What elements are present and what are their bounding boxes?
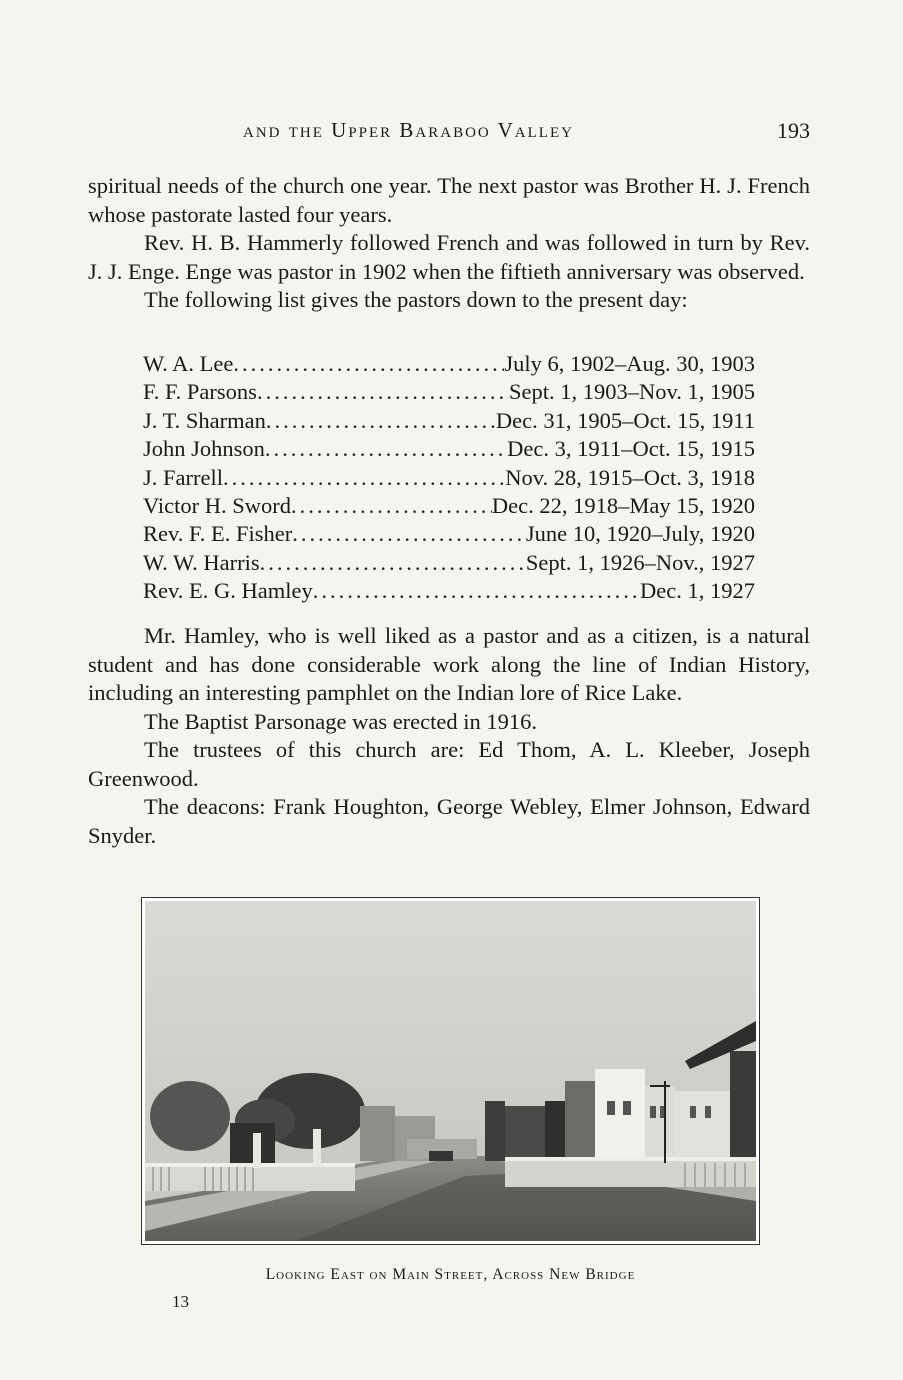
pastor-name: Victor H. Sword [143,493,292,519]
leader-dots [260,549,526,577]
pastor-name: W. A. Lee [143,351,234,376]
pastor-row [143,577,755,605]
pastor-dates: July 6, 1902–Aug. 30, 1903 [504,351,755,376]
pastor-name: John Johnson [143,436,265,462]
paragraph: The Baptist Parsonage was erected in 1916. [144,708,538,734]
leader-dots [265,435,507,463]
paragraph: spiritual needs of the church one year. The next pastor was Brother H. J. French whose pastorate lasted four years. [88,173,810,227]
pastor-name: F. F. Parsons [143,379,257,405]
pastor-row [143,378,755,406]
pastor-name: Rev. F. E. Fisher [143,521,293,547]
pastor-dates: Sept. 1, 1926–Nov., 1927 [525,549,755,575]
pastor-name: J. T. Sharman [143,407,266,433]
pastor-row [143,492,755,520]
pastor-row [143,464,755,492]
pastor-row [143,520,755,548]
paragraph: Rev. H. B. Hammerly followed French and was followed in turn by Rev. J. J. Enge. Enge was pastor in 1902 when the fiftieth anniversary was observed. [88,230,810,284]
pastor-dates: Nov. 28, 1915–Oct. 3, 1918 [505,464,755,490]
pastor-name: W. W. Harris [143,549,260,575]
pastor-list [143,350,755,606]
signature-mark: 13 [172,1292,189,1311]
pastor-dates: Sept. 1, 1903–Nov. 1, 1905 [508,379,755,405]
pastor-name: J. Farrell [143,464,223,490]
pastor-dates: Dec. 31, 1905–Oct. 15, 1911 [495,407,755,433]
leader-dots [291,492,492,520]
street-scene-illustration [145,901,756,1241]
leader-dots [257,378,509,406]
pastor-row [143,549,755,577]
pastor-row [143,350,755,378]
leader-dots [266,407,496,435]
leader-dots [223,464,505,492]
running-head [88,118,810,148]
pastor-dates: June 10, 1920–July, 1920 [525,521,755,547]
pastor-dates: Dec. 1, 1927 [640,578,755,604]
body-text-bottom [88,622,810,850]
paragraph: The deacons: Frank Houghton, George Webley, Elmer Johnson, Edward Snyder. [88,794,810,848]
paragraph: Mr. Hamley, who is well liked as a pastor and as a citizen, is a natural student and has done considerable work along the line of Indian History, including an interesting pamphlet on the Indian lore of Rice Lake. [88,623,810,705]
page-number: 193 [777,118,810,143]
running-title: and the Upper Baraboo Valley [243,118,574,142]
leader-dots [292,520,526,548]
leader-dots [233,350,504,378]
pastor-row [143,435,755,463]
paragraph: The trustees of this church are: Ed Thom, A. L. Kleeber, Joseph Greenwood. [88,737,810,791]
pastor-row [143,407,755,435]
pastor-dates: Dec. 3, 1911–Oct. 15, 1915 [507,436,755,462]
body-text-top [88,172,810,315]
pastor-name: Rev. E. G. Hamley [143,578,313,604]
pastor-dates: Dec. 22, 1918–May 15, 1920 [491,493,755,519]
street-photograph [141,897,760,1245]
leader-dots [313,577,640,605]
photo-caption: Looking East on Main Street, Across New Bridge [265,1266,636,1283]
paragraph: The following list gives the pastors down to the present day: [144,287,688,312]
